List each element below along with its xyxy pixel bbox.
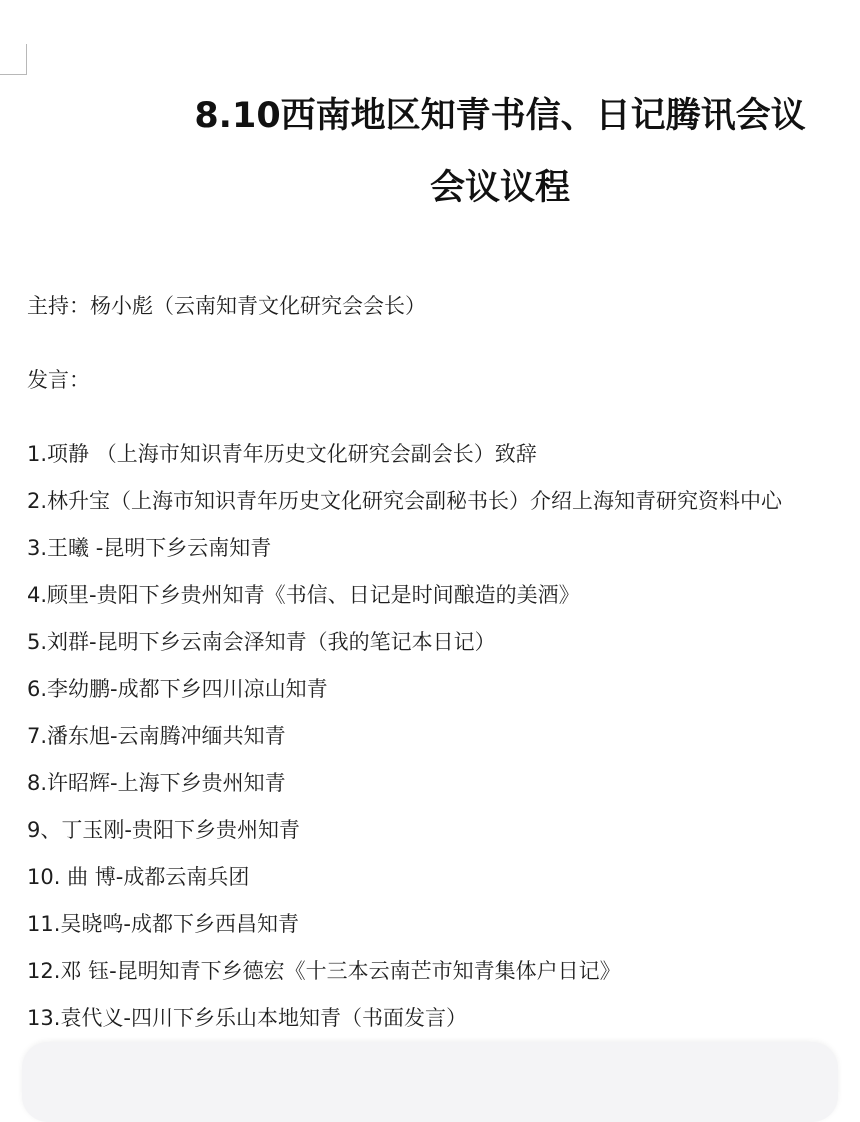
agenda-item-11: 11.吴晓鸣-成都下乡西昌知青 xyxy=(27,912,299,936)
agenda-item-3: 3.王曦 -昆明下乡云南知青 xyxy=(27,536,272,560)
agenda-item-2: 2.林升宝（上海市知识青年历史文化研究会副秘书长）介绍上海知青研究资料中心 xyxy=(27,489,783,513)
page-corner-mark-vertical xyxy=(26,44,27,74)
agenda-item-8: 8.许昭辉-上海下乡贵州知青 xyxy=(27,771,286,795)
agenda-item-13: 13.袁代义-四川下乡乐山本地知青（书面发言） xyxy=(27,1006,467,1030)
speech-heading: 发言： xyxy=(27,368,90,392)
page-corner-mark-horizontal xyxy=(0,74,27,75)
agenda-item-1: 1.项静 （上海市知识青年历史文化研究会副会长）致辞 xyxy=(27,442,537,466)
agenda-item-9: 9、丁玉刚-贵阳下乡贵州知青 xyxy=(27,818,300,842)
agenda-item-10: 10. 曲 博-成都云南兵团 xyxy=(27,865,250,889)
agenda-item-5: 5.刘群-昆明下乡云南会泽知青（我的笔记本日记） xyxy=(27,630,496,654)
document-subtitle: 会议议程 xyxy=(429,168,570,208)
agenda-item-7: 7.潘东旭-云南腾冲缅共知青 xyxy=(27,724,286,748)
host-line: 主持：杨小彪（云南知青文化研究会会长） xyxy=(27,294,426,318)
agenda-item-6: 6.李幼鹏-成都下乡四川凉山知青 xyxy=(27,677,328,701)
agenda-item-12: 12.邓 钰-昆明知青下乡德宏《十三本云南芒市知青集体户日记》 xyxy=(27,959,621,983)
document-title: 8.10西南地区知青书信、日记腾讯会议 xyxy=(194,96,806,136)
agenda-item-4: 4.顾里-贵阳下乡贵州知青《书信、日记是时间酿造的美酒》 xyxy=(27,583,580,607)
bottom-sheet-panel xyxy=(22,1042,838,1122)
agenda-list xyxy=(27,437,860,1048)
